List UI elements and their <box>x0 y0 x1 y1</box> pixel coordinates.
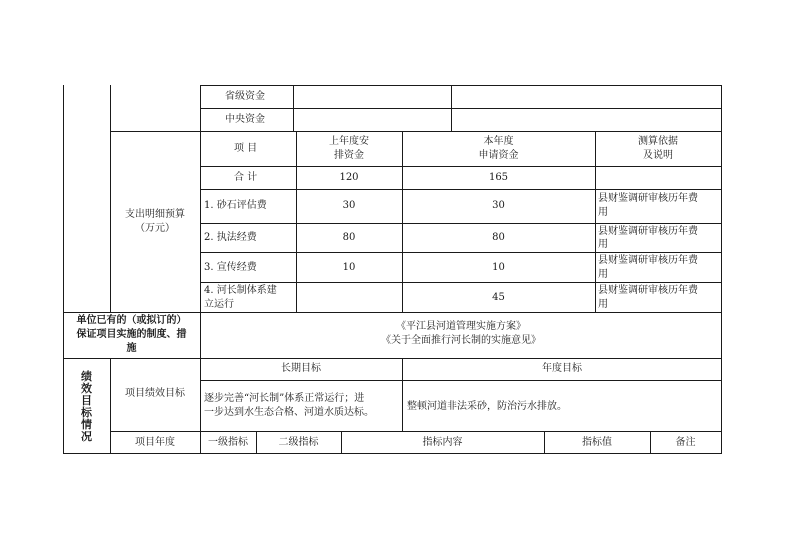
column-note: 备注 <box>675 437 696 448</box>
header-current-year: 申请资金 <box>478 150 519 161</box>
row-current-value: 30 <box>492 200 505 211</box>
long-term-header: 长期目标 <box>281 363 321 374</box>
rule <box>200 189 722 190</box>
rule <box>110 85 111 312</box>
row-item: 3. 宣传经费 <box>204 262 257 273</box>
system-document: 《平江县河道管理实施方案》 <box>396 321 526 332</box>
rule <box>110 131 722 132</box>
row-basis: 县财鉴调研审核历年费 <box>598 226 698 237</box>
row-prev-value: 120 <box>339 172 359 183</box>
rule <box>200 282 722 283</box>
performance-section-label: 目 <box>81 394 92 407</box>
performance-section-label: 绩 <box>81 370 92 383</box>
row-prev-value: 80 <box>342 232 356 243</box>
row-basis: 县财鉴调研审核历年费 <box>598 255 698 266</box>
column-level1-indicator: 一级指标 <box>208 437 248 448</box>
header-current-year: 本年度 <box>483 136 514 147</box>
rule <box>721 85 722 454</box>
rule <box>200 108 722 109</box>
column-project-year: 项目年度 <box>135 437 175 448</box>
long-term-goal: 逐步完善“河长制”体系正常运行；进 <box>204 393 365 404</box>
row-basis: 县财鉴调研审核历年费 <box>598 285 698 296</box>
row-item: 2. 执法经费 <box>204 232 257 243</box>
row-prev-value: 30 <box>342 200 356 211</box>
header-prev-year: 上年度安 <box>329 136 369 147</box>
rule <box>200 380 722 381</box>
rule <box>63 312 722 313</box>
row-current-value: 10 <box>492 262 505 273</box>
header-item: 项 目 <box>234 143 258 154</box>
rule <box>200 85 722 86</box>
budget-section-unit: （万元） <box>135 223 175 234</box>
row-basis: 用 <box>598 239 608 250</box>
annual-goal: 整顿河道非法采砂，防治污水排放。 <box>407 401 567 412</box>
header-prev-year: 排资金 <box>334 150 364 161</box>
performance-target-label: 项目绩效目标 <box>125 388 185 399</box>
header-basis: 测算依据 <box>638 136 678 147</box>
column-indicator-content: 指标内容 <box>422 437 463 448</box>
system-label: 单位已有的（或拟订的） <box>76 315 187 326</box>
row-basis: 县财鉴调研审核历年费 <box>598 193 698 204</box>
system-document: 《关于全面推行河长制的实施意见》 <box>381 335 541 346</box>
row-basis: 用 <box>598 207 608 218</box>
rule <box>200 252 722 253</box>
performance-section-label: 效 <box>81 382 92 395</box>
header-basis: 及说明 <box>643 150 673 161</box>
row-item: 合 计 <box>234 172 258 183</box>
system-label: 施 <box>126 343 137 354</box>
performance-section-label: 标 <box>81 406 92 419</box>
rule <box>110 431 722 432</box>
system-label: 保证项目实施的制度、措 <box>76 329 187 340</box>
budget-section-label: 支出明细预算 <box>125 209 185 220</box>
provincial-funds-label: 省级资金 <box>225 91 265 102</box>
rule <box>63 358 722 359</box>
performance-section-label: 情 <box>81 418 92 431</box>
row-current-value: 165 <box>488 172 509 183</box>
annual-header: 年度目标 <box>542 363 582 374</box>
row-item: 立运行 <box>204 299 234 310</box>
row-basis: 用 <box>598 269 608 280</box>
rule <box>200 85 201 358</box>
rule <box>200 223 722 224</box>
long-term-goal: 一步达到水生态合格、河道水质达标。 <box>204 407 374 418</box>
rule <box>200 166 722 167</box>
column-level2-indicator: 二级指标 <box>278 437 319 448</box>
rule <box>293 85 294 131</box>
rule <box>451 85 452 131</box>
rule <box>63 453 722 454</box>
column-indicator-value: 指标值 <box>582 437 612 448</box>
row-item: 1. 砂石评估费 <box>204 200 267 211</box>
performance-section-label: 况 <box>81 430 92 443</box>
central-funds-label: 中央资金 <box>225 114 265 125</box>
row-item: 4. 河长制体系建 <box>204 285 277 296</box>
row-current-value: 45 <box>492 292 505 303</box>
row-current-value: 80 <box>492 232 505 243</box>
row-prev-value: 10 <box>342 262 356 273</box>
row-basis: 用 <box>598 299 608 310</box>
